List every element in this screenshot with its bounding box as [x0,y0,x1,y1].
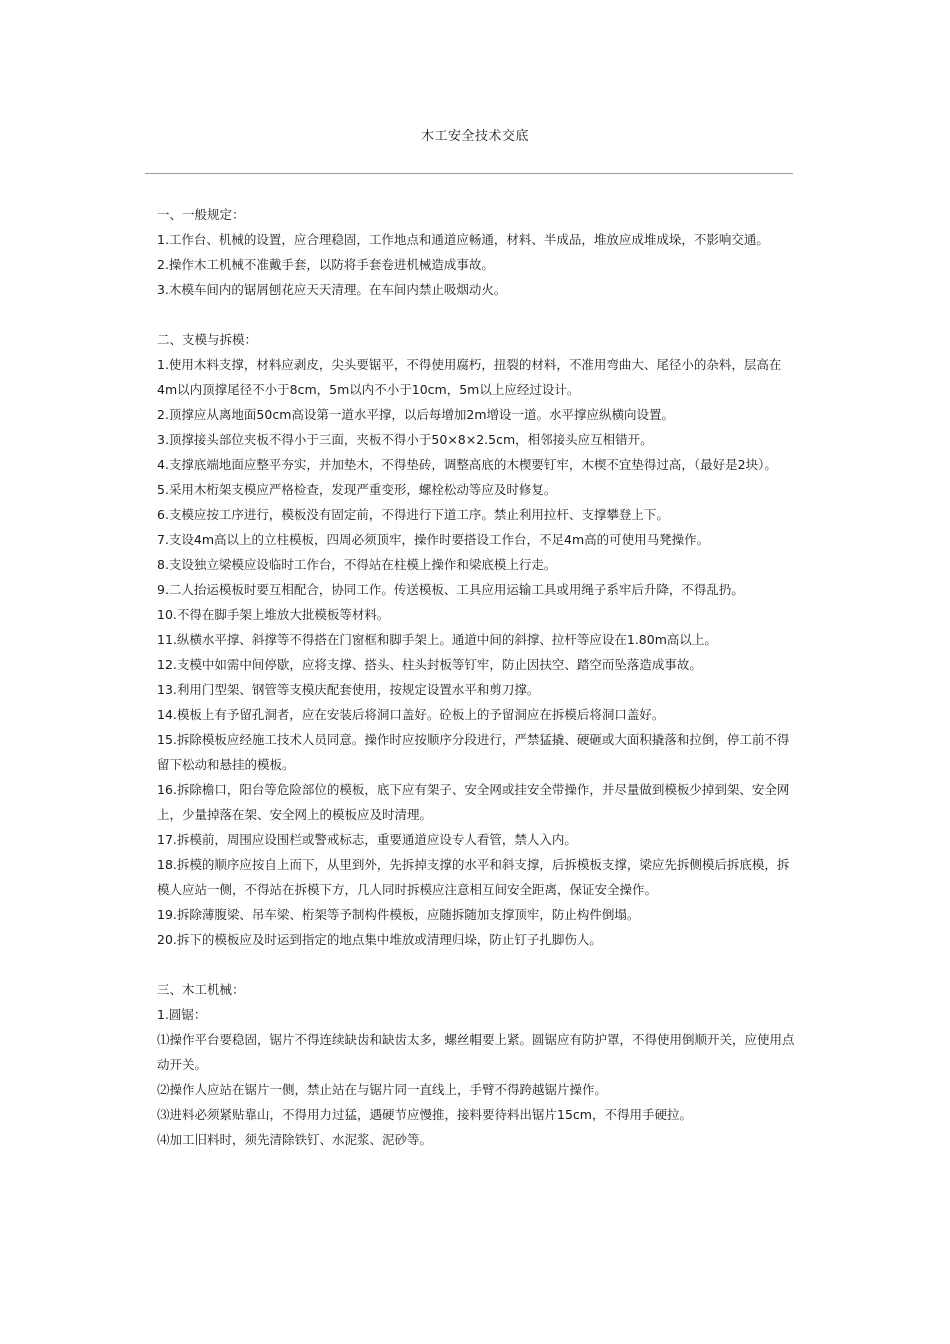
document-body [157,202,797,1152]
list-item: 17.拆模前，周围应设围栏或警戒标志，重要通道应设专人看管，禁人入内。 [157,832,577,847]
title-divider [145,173,793,174]
list-item: 7.支设4m高以上的立柱模板，四周必须顶牢，操作时要搭设工作台，不足4m高的可使用马凳操作。 [157,532,710,547]
list-item: 1.圆锯： [157,1007,207,1022]
list-item: 14.模板上有予留孔洞者，应在安装后将洞口盖好。砼板上的予留洞应在拆模后将洞口盖好。 [157,707,665,722]
section-heading: 一、一般规定： [157,207,245,222]
list-item: 18.拆模的顺序应按自上而下，从里到外，先拆掉支撑的水平和斜支撑，后拆模板支撑，梁应先拆侧模后拆底模，拆模人应站一侧，不得站在拆模下方，几人同时拆模应注意相互间安全距离，保证安全操作。 [157,857,790,897]
list-item: 13.利用门型架、钢管等支模庆配套使用，按规定设置水平和剪刀撑。 [157,682,540,697]
list-item: ⑶进料必须紧贴靠山，不得用力过猛，遇硬节应慢推，接料要待料出锯片15cm，不得用手硬拉。 [157,1107,692,1122]
list-item: 15.拆除模板应经施工技术人员同意。操作时应按顺序分段进行，严禁猛撬、硬砸或大面积撬落和拉倒，停工前不得留下松动和悬挂的模板。 [157,732,790,772]
list-item: 19.拆除薄腹梁、吊车梁、桁架等予制构件模板，应随拆随加支撑顶牢，防止构件倒塌。 [157,907,640,922]
list-item: 12.支模中如需中间停歇，应将支撑、搭头、柱头封板等钉牢，防止因扶空、踏空而坠落造成事故。 [157,657,702,672]
section-woodworking-machinery [157,977,797,1152]
list-item: ⑵操作人应站在锯片一侧，禁止站在与锯片同一直线上，手臂不得跨越锯片操作。 [157,1082,608,1097]
list-item: ⑷加工旧料时，须先清除铁钉、水泥浆、泥砂等。 [157,1132,433,1147]
list-item: 5.采用木桁架支模应严格检查，发现严重变形，螺栓松动等应及时修复。 [157,482,557,497]
list-item: 1.工作台、机械的设置，应合理稳固，工作地点和通道应畅通，材料、半成品，堆放应成堆成垛，不影响交通。 [157,232,769,247]
list-item: ⑴操作平台要稳固，锯片不得连续缺齿和缺齿太多，螺丝帽要上紧。圆锯应有防护罩，不得使用倒顺开关，应使用点动开关。 [157,1032,795,1072]
list-item: 4.支撑底端地面应整平夯实，并加垫木，不得垫砖，调整高底的木楔要钉牢，木楔不宜垫得过高，（最好是2块）。 [157,457,777,472]
list-item: 9.二人抬运模板时要互相配合，协同工作。传送模板、工具应用运输工具或用绳子系牢后升降，不得乱扔。 [157,582,744,597]
list-item: 11.纵横水平撑、斜撑等不得搭在门窗框和脚手架上。通道中间的斜撑、拉杆等应设在1.80m高以上。 [157,632,717,647]
list-item: 6.支模应按工序进行，模板没有固定前，不得进行下道工序。禁止利用拉杆、支撑攀登上下。 [157,507,669,522]
list-item: 2.顶撑应从离地面50cm高设第一道水平撑，以后每增加2m增设一道。水平撑应纵横向设置。 [157,407,675,422]
section-general-rules [157,202,797,302]
list-item: 10.不得在脚手架上堆放大批模板等材料。 [157,607,390,622]
list-item: 2.操作木工机械不准戴手套，以防将手套卷进机械造成事故。 [157,257,494,272]
list-item: 3.顶撑接头部位夹板不得小于三面，夹板不得小于50×8×2.5cm，相邻接头应互相错开。 [157,432,653,447]
list-item: 3.木模车间内的锯屑刨花应天天清理。在车间内禁止吸烟动火。 [157,282,507,297]
document-title: 木工安全技术交底 [420,129,529,144]
list-item: 20.拆下的模板应及时运到指定的地点集中堆放或清理归垛，防止钉子扎脚伤人。 [157,932,602,947]
section-heading: 二、支模与拆模： [157,332,258,347]
list-item: 8.支设独立梁模应设临时工作台，不得站在柱模上操作和梁底模上行走。 [157,557,557,572]
section-formwork [157,327,797,952]
list-item: 16.拆除檐口，阳台等危险部位的模板，底下应有架子、安全网或挂安全带操作，并尽量做到模板少掉到架、安全网上，少量掉落在架、安全网上的模板应及时清理。 [157,782,790,822]
list-item: 1.使用木料支撑，材料应剥皮，尖头要锯平，不得使用腐朽，扭裂的材料，不准用弯曲大、尾径小的杂料，层高在4m以内顶撑尾径不小于8cm，5m以内不小于10cm，5m以上应经过设计。 [157,357,782,397]
section-heading: 三、木工机械： [157,982,245,997]
